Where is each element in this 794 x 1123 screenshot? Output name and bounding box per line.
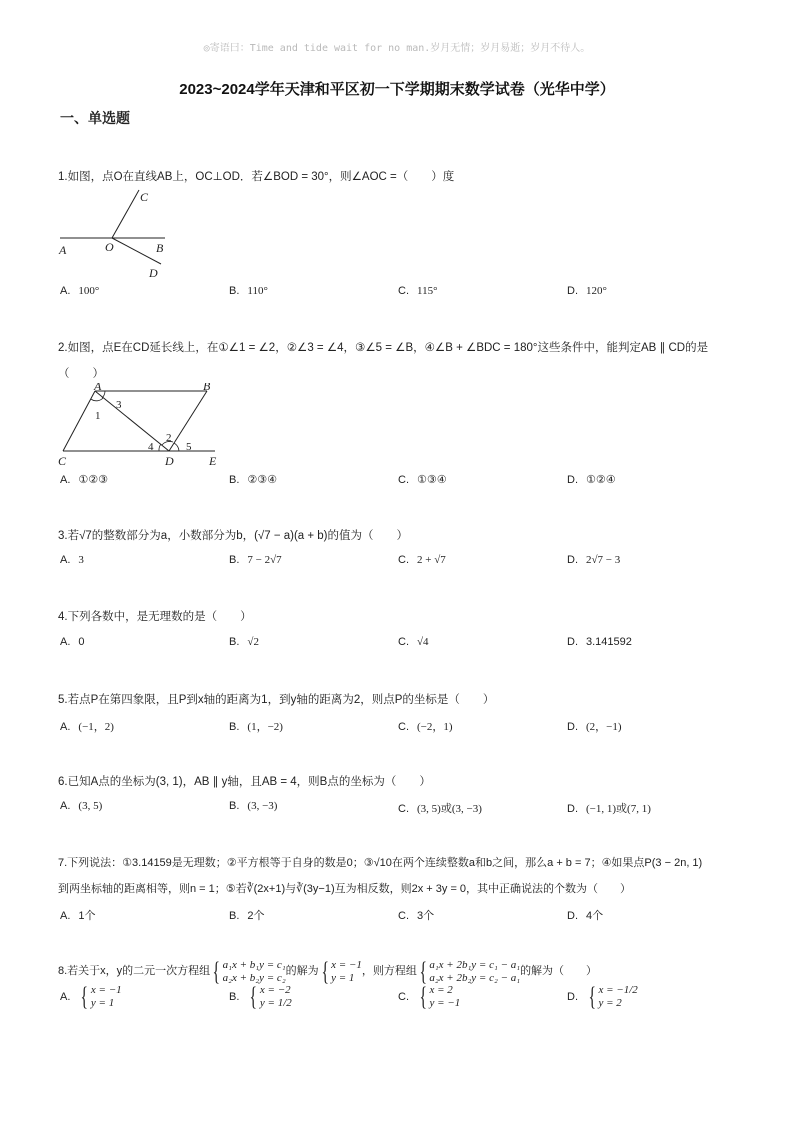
option-label: B. [229, 910, 240, 922]
option-value: 110° [247, 285, 268, 297]
option-value: ②③④ [247, 474, 277, 486]
q8-system-2: { x = −1 y = 1 [321, 956, 362, 986]
question-7-option-a[interactable] [60, 907, 96, 923]
fig2-label-e: E [209, 454, 217, 468]
fig2-label-5: 5 [186, 441, 192, 453]
question-1-option-d[interactable] [567, 285, 607, 297]
q8-sys1-row2: a₂x + b₂y = c₂ [222, 971, 286, 984]
question-1-option-a[interactable] [60, 285, 99, 297]
option-value: 3 [78, 554, 84, 566]
question-2-option-c[interactable] [398, 473, 447, 486]
option-label: D. [567, 636, 578, 648]
question-3-option-d[interactable] [567, 554, 620, 566]
question-4-option-d[interactable] [567, 636, 632, 648]
option-value: (−1，2) [78, 721, 114, 733]
question-5-option-c[interactable] [398, 718, 453, 734]
fig2-label-d: D [165, 454, 174, 468]
question-3-option-a[interactable] [60, 554, 84, 566]
fig2-label-2: 2 [166, 432, 172, 444]
option-label: B. [229, 800, 240, 812]
question-7-option-b[interactable] [229, 907, 265, 923]
option-label: D. [567, 285, 578, 297]
option-label: D. [567, 910, 578, 922]
question-4-text: 4.下列各数中，是无理数的是（ ） [58, 611, 252, 623]
question-8-option-b[interactable]: B. { x = −2 y = 1/2 [229, 982, 292, 1011]
question-7-text-cont: 到两坐标轴的距离相等，则n = 1；⑤若∛(2x+1)与∛(3y−1)互为相反数，则2x + 3y = 0，其中正确说法的个数为（ ） [58, 883, 632, 895]
question-6-option-a[interactable] [60, 800, 102, 812]
option-label: C. [398, 474, 409, 486]
question-2-option-a[interactable] [60, 473, 108, 486]
option-label: A. [60, 910, 71, 922]
option-label: C. [398, 636, 409, 648]
question-8-option-d[interactable]: D. { x = −1/2 y = 2 [567, 982, 638, 1011]
question-4-option-c[interactable] [398, 636, 429, 648]
question-4-option-b[interactable] [229, 636, 259, 648]
option-label: B. [229, 554, 240, 566]
question-1-figure [55, 186, 185, 281]
question-2-option-b[interactable] [229, 473, 277, 486]
option-label: D. [567, 474, 578, 486]
option-value: √2 [247, 636, 259, 648]
option-value: (2，−1) [586, 721, 622, 733]
option-label: D. [567, 803, 578, 815]
question-2-text: 2.如图，点E在CD延长线上，在①∠1 = ∠2，②∠3 = ∠4，③∠5 = ∠B，④∠B + ∠BDC = 180°这些条件中，能判定AB ∥ CD的是 [58, 342, 709, 354]
option-value: (−1, 1)或(7, 1) [586, 803, 651, 815]
option-label: D. [567, 554, 578, 566]
question-3-option-b[interactable] [229, 554, 282, 566]
fig1-label-b: B [156, 241, 164, 255]
question-7-text: 7.下列说法：①3.14159是无理数；②平方根等于自身的数是0；③√10在两个连续整数a和b之间，那么a + b = 7；④如果点P(3 − 2n, 1) [58, 857, 703, 869]
option-label: B. [229, 721, 240, 733]
question-2-option-d[interactable] [567, 473, 616, 486]
q8-d-row2: y = 2 [598, 997, 622, 1009]
section-heading: 一、单选题 [60, 110, 130, 126]
question-1-option-b[interactable] [229, 285, 268, 297]
fig2-label-4: 4 [148, 441, 154, 453]
option-value: 2个 [247, 910, 265, 922]
option-label: B. [229, 636, 240, 648]
option-value: 2√7 − 3 [586, 554, 621, 566]
option-value: 0 [78, 636, 85, 648]
option-value: ①②④ [586, 474, 616, 486]
option-value: 4个 [586, 910, 604, 922]
option-label: A. [60, 800, 71, 812]
option-value: 100° [78, 285, 100, 297]
question-1-text: 1.如图，点O在直线AB上，OC⊥OD．若∠BOD = 30°，则∠AOC =（ ）度 [58, 171, 455, 183]
option-label: C. [398, 910, 409, 922]
fig2-label-3: 3 [116, 399, 122, 411]
option-label: A. [60, 285, 71, 297]
question-8-option-a[interactable]: A. { x = −1 y = 1 [60, 982, 122, 1011]
question-3-text: 3.若√7的整数部分为a，小数部分为b，(√7 − a)(a + b)的值为（ ） [58, 530, 409, 542]
option-value: 2 + √7 [417, 554, 446, 566]
option-label: A. [60, 474, 71, 486]
fig1-label-a: A [59, 243, 67, 257]
q8-sys2-row1: x = −1 [331, 958, 362, 971]
fig2-label-a: A [94, 383, 102, 393]
q8-sys2-row2: y = 1 [331, 971, 355, 984]
option-label: C. [398, 554, 409, 566]
question-5-option-b[interactable] [229, 718, 283, 734]
question-1-option-c[interactable] [398, 285, 438, 297]
q8-c-row1: x = 2 [429, 984, 453, 996]
option-label: A. [60, 554, 71, 566]
q8-sys3-row2: a₂x + 2b₂y = c₂ − a₁ [429, 971, 521, 984]
q8-system-3: { a₁x + 2b₁y = c₁ − a₁ a₂x + 2b₂y = c₂ − a₁ [419, 956, 521, 986]
page-title: 2023~2024学年天津和平区初一下学期期末数学试卷（光华中学） [179, 81, 615, 98]
question-4-option-a[interactable] [60, 636, 85, 648]
option-label: C. [398, 721, 409, 733]
q8-sys3-row1: a₁x + 2b₁y = c₁ − a₁ [429, 958, 521, 971]
question-6-text: 6.已知A点的坐标为(3, 1)，AB ∥ y轴，且AB = 4，则B点的坐标为（ ） [58, 776, 431, 788]
q8-sys1-row1: a₁x + b₁y = c₁ [222, 958, 286, 971]
option-value: (3, 5)或(3, −3) [417, 803, 482, 815]
fig2-label-1: 1 [95, 410, 101, 422]
question-6-option-d[interactable] [567, 800, 651, 816]
option-value: 3个 [417, 910, 435, 922]
option-label: A. [60, 636, 71, 648]
option-label: D. [567, 721, 578, 733]
option-value: √4 [417, 636, 429, 648]
option-label: B. [229, 474, 240, 486]
option-value: 120° [586, 285, 607, 297]
option-label: A. [60, 990, 71, 1003]
q8-b-row1: x = −2 [259, 984, 291, 996]
q8-a-row2: y = 1 [90, 997, 115, 1009]
q8-c-row2: y = −1 [429, 997, 461, 1009]
q8-text-c: ，则方程组 [361, 965, 417, 977]
option-value: ①③④ [417, 474, 447, 486]
q8-text-b: 的解为 [285, 965, 319, 977]
option-value: (3, 5) [78, 800, 103, 812]
question-5-option-a[interactable] [60, 718, 114, 734]
option-value: (3, −3) [247, 800, 278, 812]
option-label: C. [398, 990, 409, 1003]
question-7-option-c[interactable] [398, 907, 434, 923]
option-label: B. [229, 285, 240, 297]
q8-text-a: 8.若关于x，y的二元一次方程组 [58, 965, 211, 977]
fig2-label-b: B [203, 383, 211, 393]
q8-b-row2: y = 1/2 [259, 997, 292, 1009]
question-5-option-d[interactable] [567, 718, 622, 734]
option-value: (−2，1) [417, 721, 453, 733]
option-value: 7 − 2√7 [247, 554, 282, 566]
fig1-label-o: O [105, 240, 114, 254]
question-2-figure [55, 383, 225, 468]
question-6-option-b[interactable] [229, 800, 277, 812]
option-label: A. [60, 721, 71, 733]
question-8-option-c[interactable]: C. { x = 2 y = −1 [398, 982, 461, 1011]
q8-d-row1: x = −1/2 [598, 984, 638, 996]
question-8-text [58, 956, 597, 986]
option-value: 115° [417, 285, 438, 297]
q8-system-1: { a₁x + b₁y = c₁ a₂x + b₂y = c₂ [212, 956, 286, 986]
option-value: ①②③ [78, 474, 108, 486]
option-value: 3.141592 [586, 636, 632, 648]
fig1-label-d: D [149, 266, 158, 280]
fig1-label-c: C [140, 190, 149, 204]
question-7-option-d[interactable] [567, 907, 603, 923]
question-5-text: 5.若点P在第四象限，且P到x轴的距离为1，到y轴的距离为2，则点P的坐标是（ ） [58, 694, 495, 706]
question-3-option-c[interactable] [398, 554, 446, 566]
option-label: C. [398, 285, 409, 297]
question-2-text-cont: （ ） [58, 368, 104, 380]
option-value: 1个 [78, 910, 96, 922]
option-label: D. [567, 990, 578, 1003]
q8-a-row1: x = −1 [90, 984, 122, 996]
fig2-label-c: C [58, 454, 67, 468]
question-6-option-c[interactable] [398, 800, 482, 816]
option-value: (1，−2) [247, 721, 283, 733]
header-motto: ◎寄语曰：Time and tide wait for no man.岁月无情；岁月易逝；岁月不待人。 [203, 43, 591, 54]
option-label: C. [398, 803, 409, 815]
q8-text-d: 的解为（ ） [520, 965, 598, 977]
option-label: B. [229, 990, 240, 1003]
